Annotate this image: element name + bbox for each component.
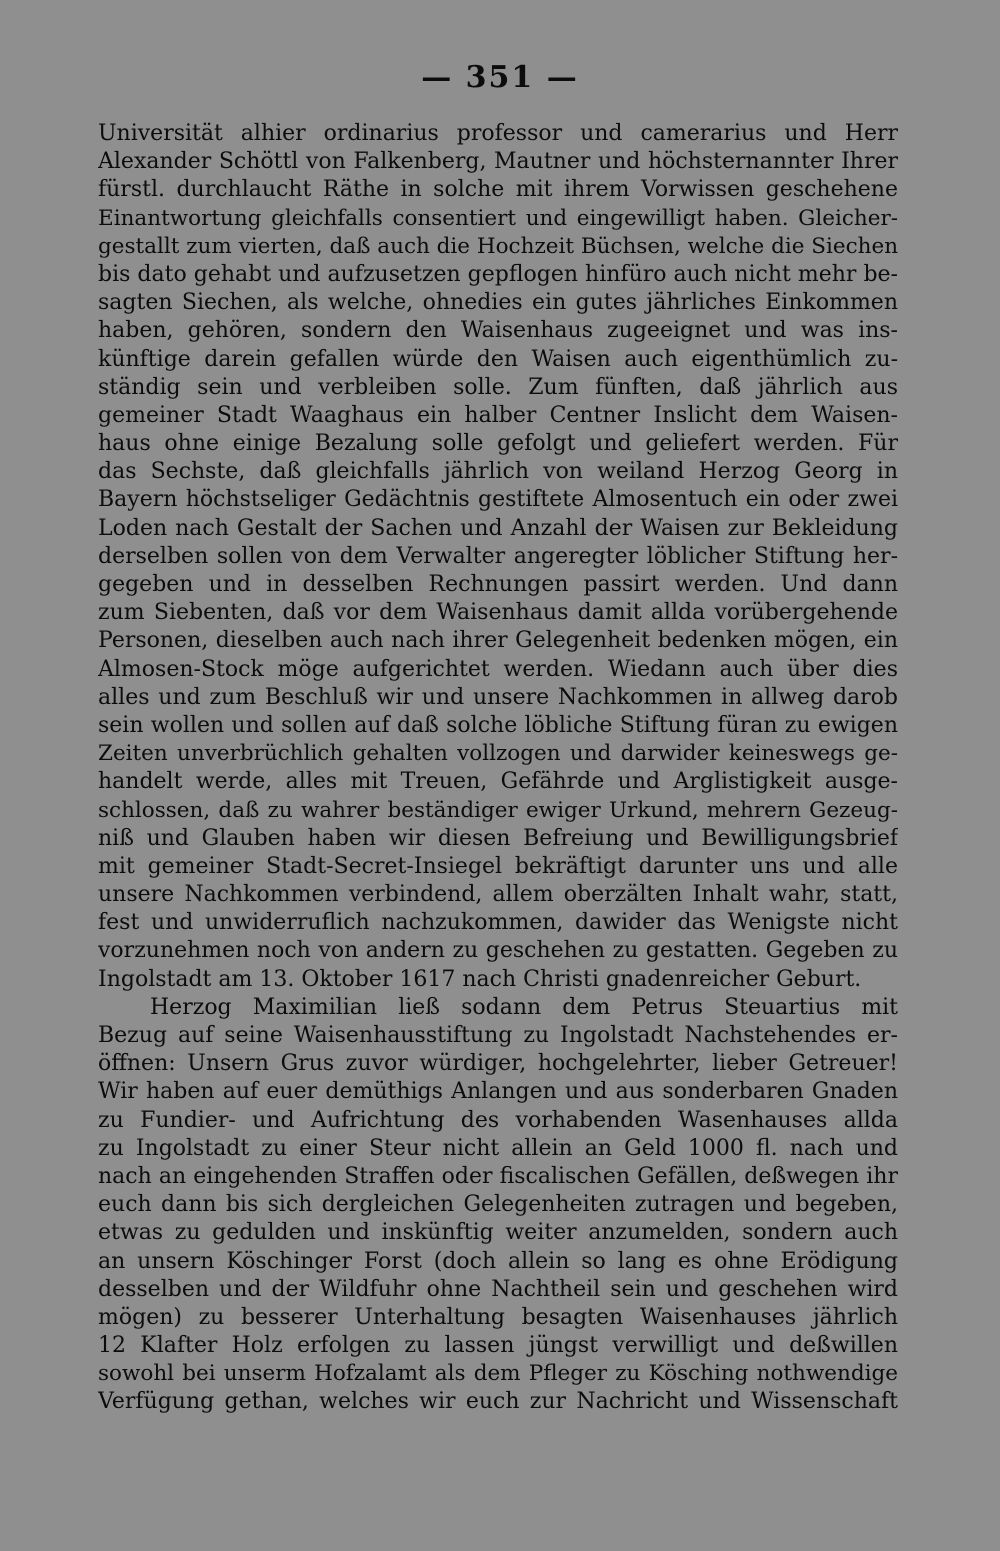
text-line: Loden nach Gestalt der Sachen und Anzahl der Waisen zur Bekleidung [98,515,898,541]
text-line: haben, gehören, sondern den Waisenhaus zugeeignet und was ins- [98,318,898,344]
text-line: Einantwortung gleichfalls consentiert und eingewilligt haben. Gleicher- [98,205,898,231]
text-line: Bayern höchstseliger Gedächtnis gestiftete Almosentuch ein oder zwei [98,487,898,513]
text-line: Almosen-Stock möge aufgerichtet werden. Wiedann auch über dies [98,656,898,682]
text-line: 12 Klafter Holz erfolgen zu lassen jüngst verwilligt und deßwillen [98,1333,898,1359]
text-line: euch dann bis sich dergleichen Gelegenheiten zutragen und begeben, [98,1192,898,1218]
text-line: alles und zum Beschluß wir und unsere Nachkommen in allweg darob [98,684,898,710]
text-line: derselben sollen von dem Verwalter angeregter löblicher Stiftung her- [98,543,898,569]
text-line: sein wollen und sollen auf daß solche löbliche Stiftung füran zu ewigen [98,712,898,738]
text-line: Zeiten unverbrüchlich gehalten vollzogen und darwider keineswegs ge- [98,741,898,767]
text-line: Alexander Schöttl von Falkenberg, Mautner und höchsternannter Ihrer [98,149,898,175]
text-line: vorzunehmen noch von andern zu geschehen zu gestatten. Gegeben zu [98,938,898,964]
text-line: gestallt zum vierten, daß auch die Hochzeit Büchsen, welche die Siechen [98,233,898,259]
text-line: schlossen, daß zu wahrer beständiger ewiger Urkund, mehrern Gezeug- [98,797,898,823]
page-number: — 351 — [421,60,579,95]
text-line: bis dato gehabt und aufzusetzen gepflogen hinfüro auch nicht mehr be- [98,261,898,287]
text-line: niß und Glauben haben wir diesen Befreiung und Bewilligungsbrief [98,825,898,851]
text-line: unsere Nachkommen verbindend, allem oberzälten Inhalt wahr, statt, [98,882,898,908]
text-line: zum Siebenten, daß vor dem Waisenhaus damit allda vorübergehende [98,600,898,626]
text-line: nach an eingehenden Straffen oder fiscalischen Gefällen, deßwegen ihr [98,1163,898,1189]
text-line: sagten Siechen, als welche, ohnedies ein gutes jährliches Einkommen [98,290,898,316]
text-line: etwas zu gedulden und inskünftig weiter anzumelden, sondern auch [98,1220,898,1246]
text-line: mögen) zu besserer Unterhaltung besagten Waisenhauses jährlich [98,1304,898,1330]
text-line: zu Ingolstadt zu einer Steur nicht allein an Geld 1000 fl. nach und [98,1135,898,1161]
text-line: künftige darein gefallen würde den Waisen auch eigenthümlich zu- [98,346,898,372]
text-line: an unsern Köschinger Forst (doch allein so lang es ohne Erödigung [98,1248,898,1274]
text-line: sowohl bei unserm Hofzalamt als dem Pfleger zu Kösching nothwendige [98,1361,898,1387]
text-line: fürstl. durchlaucht Räthe in solche mit ihrem Vorwissen geschehene [98,177,898,203]
text-line: Bezug auf seine Waisenhausstiftung zu Ingolstadt Nachstehendes er- [98,1023,898,1048]
text-line: handelt werde, alles mit Treuen, Gefährde und Arglistigkeit ausge- [98,769,898,795]
text-line: Herzog Maximilian ließ sodann dem Petrus Steuartius mit [150,994,898,1020]
text-line: fest und unwiderruflich nachzukommen, dawider das Wenigste nicht [98,910,898,936]
body-text [98,120,898,1417]
text-line: gegeben und in desselben Rechnungen passirt werden. Und dann [98,572,898,597]
text-line: das Sechste, daß gleichfalls jährlich von weiland Herzog Georg in [98,459,898,485]
text-line: ständig sein und verbleiben solle. Zum fünften, daß jährlich aus [98,374,898,400]
text-line: haus ohne einige Bezalung solle gefolgt und geliefert werden. Für [98,431,898,457]
text-line: mit gemeiner Stadt-Secret-Insiegel bekräftigt darunter uns und alle [98,853,898,879]
text-line: zu Fundier- und Aufrichtung des vorhabenden Wasenhauses allda [98,1107,898,1133]
text-line: öffnen: Unsern Grus zuvor würdiger, hochgelehrter, lieber Getreuer! [98,1051,898,1077]
text-line: Wir haben auf euer demüthigs Anlangen und aus sonderbaren Gnaden [98,1079,898,1105]
text-line: gemeiner Stadt Waaghaus ein halber Centner Inslicht dem Waisen- [98,402,898,428]
text-line: Universität alhier ordinarius professor und camerarius und Herr [98,121,898,146]
text-line: Personen, dieselben auch nach ihrer Gelegenheit bedenken mögen, ein [98,628,898,654]
text-line: Ingolstadt am 13. Oktober 1617 nach Christi gnadenreicher Geburt. [98,966,862,992]
text-line: Verfügung gethan, welches wir euch zur Nachricht und Wissenschaft [98,1389,898,1415]
text-line: desselben und der Wildfuhr ohne Nachtheil sein und geschehen wird [98,1276,898,1302]
